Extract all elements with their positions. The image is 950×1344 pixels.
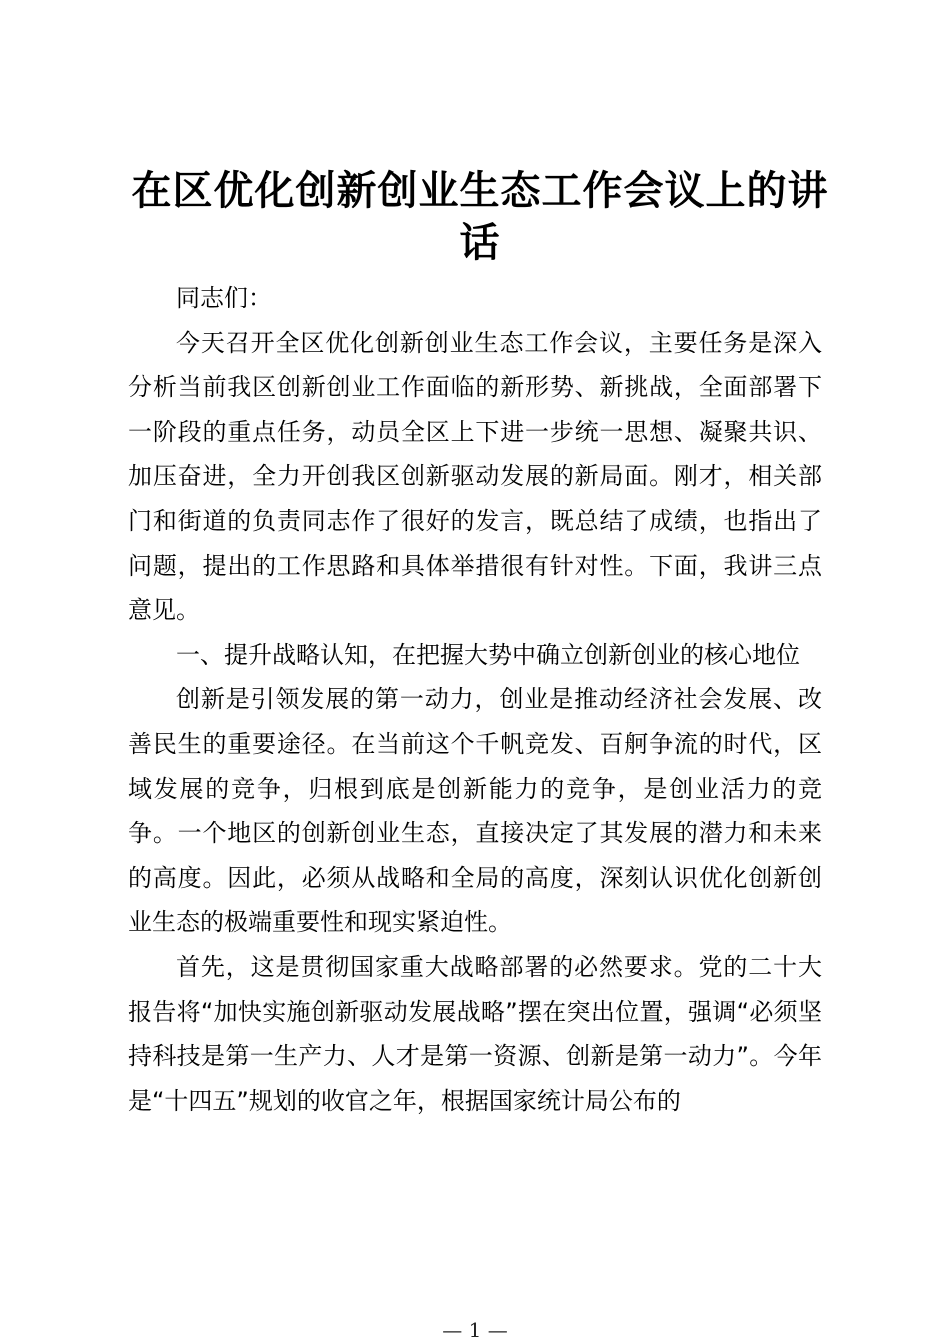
paragraph-first-point: 首先，这是贯彻国家重大战略部署的必然要求。党的二十大报告将“加快实施创新驱动发展战略”摆在突出位置，强调“必须坚持科技是第一生产力、人才是第一资源、创新是第一动力”。今年是“十四五”规划的收官之年，根据国家统计局公布的 (128, 952, 822, 1115)
page-number: — 1 — (442, 1318, 508, 1342)
paragraph-intro: 今天召开全区优化创新创业生态工作会议，主要任务是深入分析当前我区创新创业工作面临的新形势、新挑战，全面部署下一阶段的重点任务，动员全区上下进一步统一思想、凝聚共识、加压奋进，全力开创我区创新驱动发展的新局面。刚才，相关部门和街道的负责同志作了很好的发言，既总结了成绩，也指出了问题，提出的工作思路和具体举措很有针对性。下面，我讲三点意见。 (128, 328, 822, 625)
salutation: 同志们： (176, 284, 272, 312)
section-heading-1: 一、提升战略认知，在把握大势中确立创新创业的核心地位 (176, 640, 800, 669)
document-body (128, 276, 822, 1123)
paragraph-section-1: 创新是引领发展的第一动力，创业是推动经济社会发展、改善民生的重要途径。在当前这个千帆竞发、百舸争流的时代，区域发展的竞争，归根到底是创新能力的竞争，是创业活力的竞争。一个地区的创新创业生态，直接决定了其发展的潜力和未来的高度。因此，必须从战略和全局的高度，深刻认识优化创新创业生态的极端重要性和现实紧迫性。 (128, 685, 822, 937)
document-title: 在区优化创新创业生态工作会议上的讲话 (131, 167, 829, 266)
